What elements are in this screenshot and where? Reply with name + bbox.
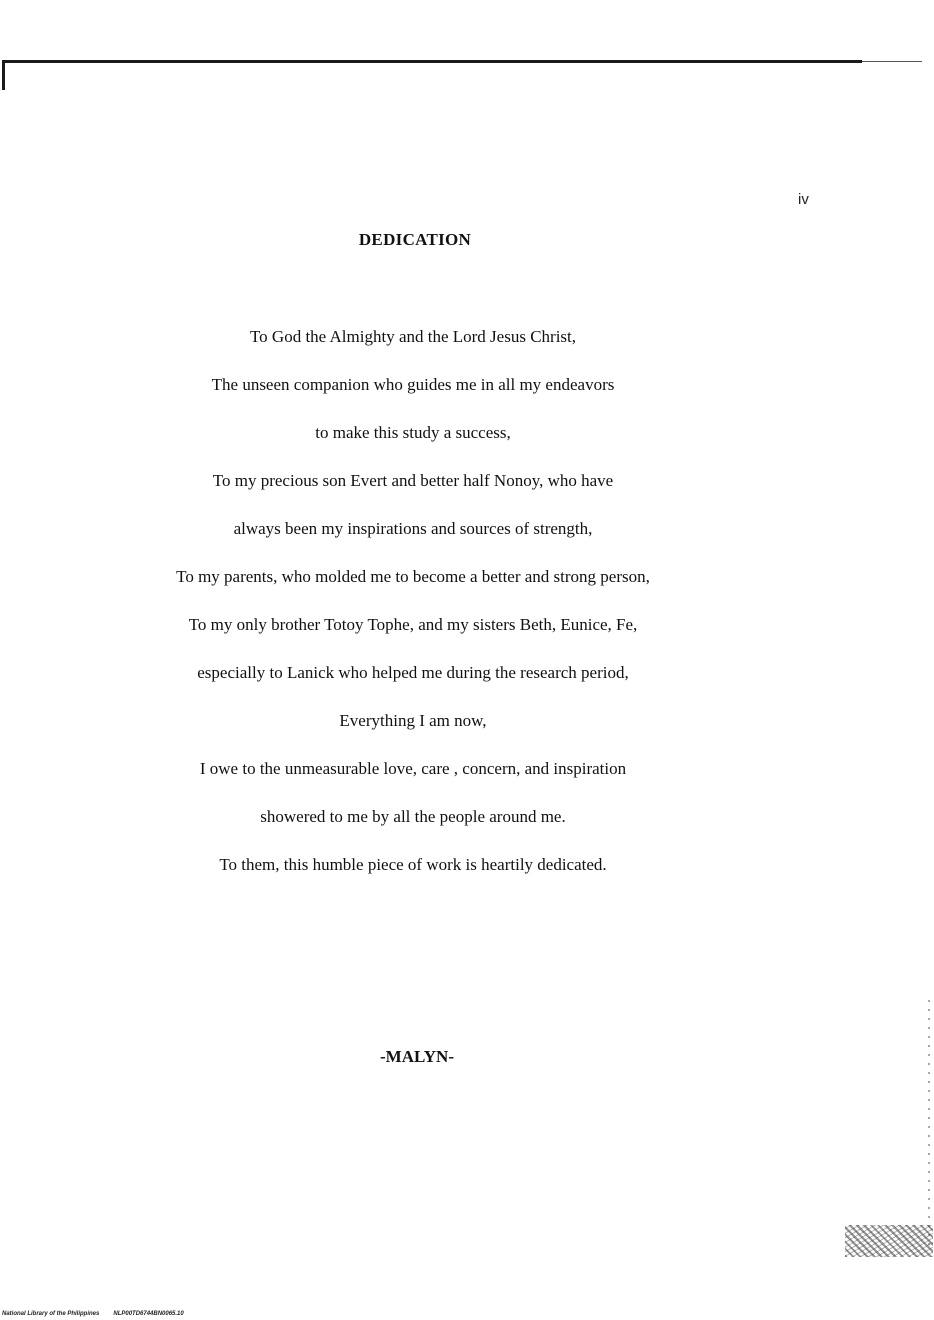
dedication-text bbox=[0, 325, 826, 901]
footer-code: NLP00TD6744BN0065.10 bbox=[113, 1311, 184, 1317]
top-rule bbox=[2, 60, 862, 63]
dedication-line: showered to me by all the people around me. bbox=[260, 807, 566, 826]
dedication-line: I owe to the unmeasurable love, care , concern, and inspiration bbox=[199, 759, 627, 778]
top-rule-tail bbox=[862, 61, 922, 62]
page-title: DEDICATION bbox=[358, 230, 472, 249]
footer-library: National Library of the Philippines bbox=[2, 1311, 100, 1317]
dedication-line: To my precious son Evert and better half Nonoy, who have bbox=[212, 471, 614, 490]
scan-noise-artifact bbox=[845, 1225, 933, 1257]
page-number: iv bbox=[798, 191, 809, 208]
dedication-line: to make this study a success, bbox=[315, 423, 511, 442]
left-corner-mark bbox=[2, 60, 5, 90]
dedication-line: To my parents, who molded me to become a better and strong person, bbox=[176, 567, 650, 586]
signature: -MALYN- bbox=[380, 1047, 454, 1066]
dedication-line: The unseen companion who guides me in all my endeavors bbox=[211, 375, 615, 394]
dedication-line: To them, this humble piece of work is heartily dedicated. bbox=[219, 855, 607, 874]
dedication-line: always been my inspirations and sources of strength, bbox=[233, 519, 593, 538]
dedication-line: Everything I am now, bbox=[339, 711, 487, 730]
dedication-line: especially to Lanick who helped me during the research period, bbox=[197, 663, 629, 682]
scan-edge-artifact bbox=[928, 1000, 930, 1250]
dedication-line: To my only brother Totoy Tophe, and my sisters Beth, Eunice, Fe, bbox=[188, 615, 638, 634]
library-footer bbox=[2, 1311, 184, 1317]
dedication-line: To God the Almighty and the Lord Jesus Christ, bbox=[249, 327, 577, 346]
